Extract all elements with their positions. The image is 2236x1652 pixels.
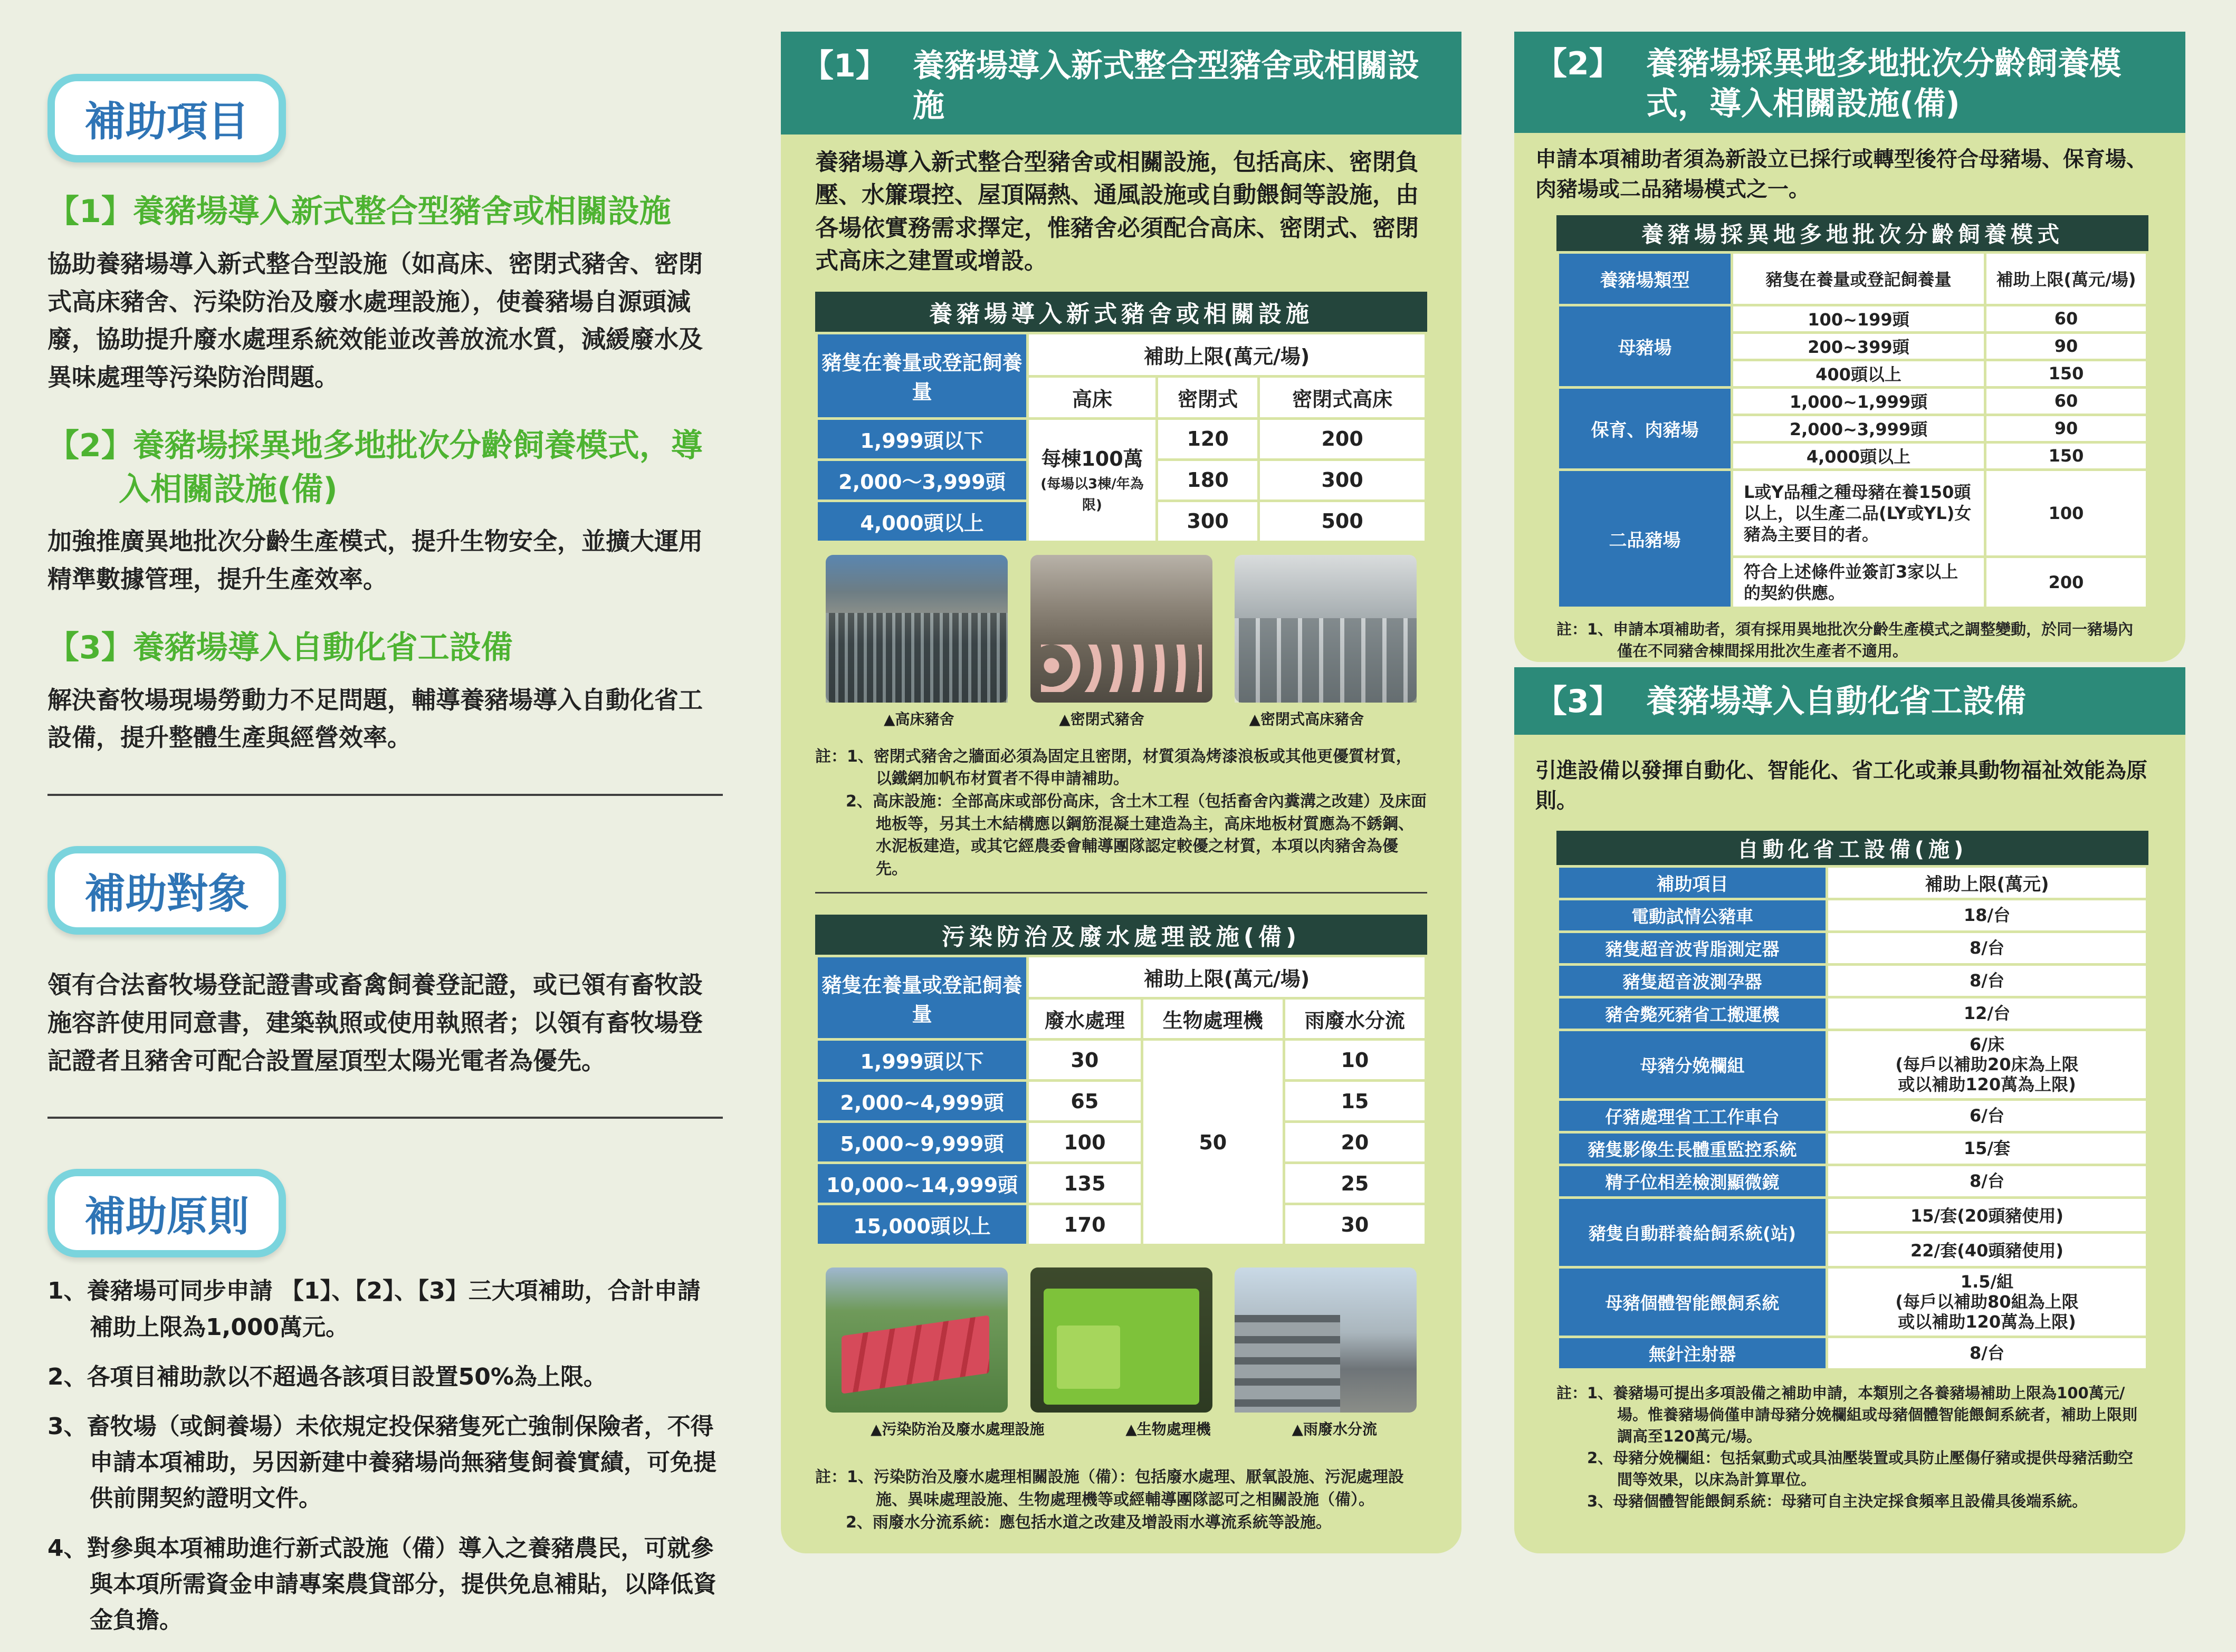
table-4-value: 1.5/組 (每戶以補助80組為上限 或以補助120萬為上限)	[1827, 1267, 2147, 1337]
table-3-type: 二品豬場	[1558, 469, 1732, 608]
table-2-head-qty: 豬隻在養量或登記飼養量	[817, 956, 1028, 1040]
item-2-text: 加強推廣異地批次分齡生產模式，提升生物安全，並擴大運用精準數據管理，提升生產效率。	[47, 527, 703, 594]
table-1	[815, 332, 1427, 543]
table-1-cell: 300	[1157, 501, 1259, 542]
panel-1-title: 養豬場導入新式整合型豬舍或相關設施	[913, 47, 1419, 124]
table-3-cell: 90	[1985, 332, 2147, 360]
table-3-cell: L或Y品種之種母豬在養150頭以上，以生產二品(LY或YL)女豬為主要目的者。	[1732, 469, 1985, 556]
table-2-merged: 50	[1142, 1040, 1284, 1245]
table-4-item: 豬舍斃死豬省工搬運機	[1558, 997, 1827, 1030]
table-4-item: 豬隻自動群養給飼系統(站)	[1558, 1197, 1827, 1267]
notes-1	[815, 746, 1427, 881]
table-2-cell: 25	[1284, 1163, 1426, 1204]
table-4-value: 8/台	[1827, 1337, 2147, 1369]
table-3-cell: 150	[1985, 360, 2147, 387]
table-2-title: 污染防治及廢水處理設施(備)	[815, 915, 1427, 955]
table-1-col: 高床	[1028, 376, 1157, 418]
note-item: 註：1、申請本項補助者，須有採用異地批次分齡生產模式之調整變動，於同一豬場內僅在不同豬舍棟間採用批次生產者不適用。	[1556, 620, 2134, 660]
table-1-row-label: 1,999頭以下	[817, 418, 1028, 459]
table-1-merged	[1028, 418, 1157, 542]
table-1-cell: 180	[1157, 459, 1259, 501]
table-1-title: 養豬場導入新式豬舍或相關設施	[815, 292, 1427, 332]
panel-1-intro: 養豬場導入新式整合型豬舍或相關設施，包括高床、密閉負壓、水簾環控、屋頂隔熱、通風設施或自動餵飼等設施，由各場依實務需求擇定，惟豬舍必須配合高床、密閉式、密閉式高床之建置或增設。	[815, 149, 1419, 275]
principle-item: 1、養豬場可同步申請 【1】、【2】、【3】三大項補助，合計申請補助上限為1,000萬元。	[47, 1278, 701, 1341]
principle-item: 4、對參與本項補助進行新式設施（備）導入之養豬農民，可就參與本項所需資金申請專案農貸部分，提供免息補貼，以降低資金負擔。	[47, 1534, 716, 1634]
table-2-cell: 30	[1284, 1204, 1426, 1245]
table-4-item: 無針注射器	[1558, 1337, 1827, 1369]
note-item: 註：1、密閉式豬舍之牆面必須為固定且密閉，材質須為烤漆浪板或其他更優質材質，以鐵網加帆布材質者不得申請補助。	[815, 747, 1412, 789]
divider	[815, 892, 1427, 894]
table-2-col: 雨廢水分流	[1284, 998, 1426, 1040]
panel-3-title: 養豬場導入自動化省工設備	[1646, 683, 2026, 720]
table-2-cell: 135	[1028, 1163, 1142, 1204]
divider	[47, 794, 723, 796]
table-1-cell: 500	[1259, 501, 1426, 542]
table-4-title: 自動化省工設備(施)	[1556, 831, 2148, 865]
table-1-row-label: 4,000頭以上	[817, 501, 1028, 542]
table-1-head-limit: 補助上限(萬元/場)	[1028, 333, 1426, 376]
table-4-value: 22/套(40頭豬使用)	[1827, 1232, 2147, 1267]
panel-1-header	[781, 32, 1461, 135]
item-1-heading: 【1】養豬場導入新式整合型豬舍或相關設施	[47, 193, 671, 230]
photo-caption: ▲污染防治及廢水處理設施	[871, 1420, 1045, 1438]
table-3-type: 母豬場	[1558, 305, 1732, 387]
table-4-item: 母豬個體智能餵飼系統	[1558, 1267, 1827, 1337]
table-3-cell: 2,000~3,999頭	[1732, 415, 1985, 442]
table-3	[1556, 251, 2148, 609]
table-4-value: 12/台	[1827, 997, 2147, 1030]
principle-item: 2、各項目補助款以不超過各該項目設置50%為上限。	[47, 1363, 607, 1390]
table-3-cell: 4,000頭以上	[1732, 442, 1985, 469]
photo-enclosed-barn	[1030, 555, 1212, 703]
panel-2-intro: 申請本項補助者須為新設立已採行或轉型後符合母豬場、保育場、肉豬場或二品豬場模式之一。	[1535, 147, 2147, 201]
table-4-item: 豬隻超音波背脂測定器	[1558, 931, 1827, 964]
photo-caption: ▲生物處理機	[1125, 1420, 1211, 1438]
photo-enclosed-raised-barn	[1235, 555, 1417, 703]
table-4-head: 補助項目	[1558, 866, 1827, 899]
panel-3-intro: 引進設備以發揮自動化、智能化、省工化或兼具動物福祉效能為原則。	[1535, 758, 2147, 813]
table-2-cell: 20	[1284, 1122, 1426, 1163]
table-4-head: 補助上限(萬元)	[1827, 866, 2147, 899]
notes-4	[1556, 1382, 2148, 1513]
table-1-head-qty: 豬隻在養量或登記飼養量	[817, 333, 1028, 418]
table-3-cell: 200~399頭	[1732, 332, 1985, 360]
table-4-item: 豬隻影像生長體重監控系統	[1558, 1132, 1827, 1165]
table-2-row-label: 5,000~9,999頭	[817, 1122, 1028, 1163]
table-3-cell: 400頭以上	[1732, 360, 1985, 387]
note-item: 2、雨廢水分流系統：應包括水道之改建及增設雨水導流系統等設施。	[846, 1513, 1332, 1532]
panel-3-number: 【3】	[1535, 683, 1621, 720]
table-1-col: 密閉式	[1157, 376, 1259, 418]
photo-row-1	[815, 555, 1427, 703]
notes-3	[1556, 619, 2148, 662]
table-2-row-label: 2,000~4,999頭	[817, 1081, 1028, 1122]
table-4-value: 15/套(20頭豬使用)	[1827, 1197, 2147, 1232]
table-3-cell: 100	[1985, 469, 2147, 556]
panel-2-header	[1514, 32, 2185, 133]
table-3-cell: 1,000~1,999頭	[1732, 387, 1985, 415]
table-2-row-label: 1,999頭以下	[817, 1040, 1028, 1081]
note-item: 註：1、污染防治及廢水處理相關設施（備）：包括廢水處理、厭氧設施、污泥處理設施、異味處理設施、生物處理機等或經輔導團隊認可之相關設施（備）。	[815, 1468, 1404, 1510]
table-4-item: 電動試情公豬車	[1558, 899, 1827, 931]
panel-3-header	[1514, 667, 2185, 735]
table-1-row-label: 2,000～3,999頭	[817, 459, 1028, 501]
principle-item: 3、畜牧場（或飼養場）未依規定投保豬隻死亡強制保險者，不得申請本項補助，另因新建中養豬場尚無豬隻飼養實績，可免提供前開契約證明文件。	[47, 1413, 716, 1512]
note-item: 註：1、養豬場可提出多項設備之補助申請，本類別之各養豬場補助上限為100萬元/場。惟養豬場倘僅申請母豬分娩欄組或母豬個體智能餵飼系統者，補助上限則調高至120萬元/場。	[1556, 1384, 2138, 1445]
table-2	[815, 955, 1427, 1246]
photo-row-2	[815, 1267, 1427, 1413]
notes-2	[815, 1466, 1427, 1534]
table-3-type: 保育、肉豬場	[1558, 387, 1732, 469]
table-4-value: 18/台	[1827, 899, 2147, 931]
table-2-cell: 65	[1028, 1081, 1142, 1122]
photo-raised-floor-barn	[826, 555, 1008, 703]
table-4-value: 6/床 (每戶以補助20床為上限 或以補助120萬為上限)	[1827, 1030, 2147, 1099]
table-3-cell: 60	[1985, 387, 2147, 415]
table-3-cell: 90	[1985, 415, 2147, 442]
table-3-head: 養豬場類型	[1558, 252, 1732, 305]
table-3-cell: 60	[1985, 305, 2147, 332]
table-4-value: 15/套	[1827, 1132, 2147, 1165]
panel-item-3	[1514, 667, 2185, 1553]
table-2-col: 廢水處理	[1028, 998, 1142, 1040]
section-pill-principle: 補助原則	[47, 1169, 286, 1257]
note-item: 2、高床設施：全部高床或部份高床，含土木工程（包括畜舍內糞溝之改建）及床面地板等，另其土木結構應以鋼筋混凝土建造為主，高床地板材質應為不銹鋼、水泥板建造，或其它經農委會輔導團隊認定較優之材質，本項以肉豬舍為優先。	[846, 792, 1427, 878]
table-2-row-label: 10,000~14,999頭	[817, 1163, 1028, 1204]
table-1-col: 密閉式高床	[1259, 376, 1426, 418]
photo-caption: ▲密閉式高床豬舍	[1249, 710, 1364, 728]
table-4-value: 8/台	[1827, 964, 2147, 997]
section-pill-target: 補助對象	[47, 846, 286, 935]
note-item: 3、母豬個體智能餵飼系統：母豬可自主決定採食頻率且設備具後端系統。	[1587, 1492, 2088, 1511]
section-pill-items: 補助項目	[47, 74, 286, 162]
table-2-cell: 170	[1028, 1204, 1142, 1245]
photo-captions-2	[815, 1418, 1427, 1439]
table-4-item: 母豬分娩欄組	[1558, 1030, 1827, 1099]
table-1-cell: 120	[1157, 418, 1259, 459]
item-1-text: 協助養豬場導入新式整合型設施（如高床、密閉式豬舍、密閉式高床豬舍、污染防治及廢水處理設施），使養豬場自源頭減廢，協助提升廢水處理系統效能並改善放流水質，減緩廢水及異味處理等污染防治問題。	[47, 249, 703, 392]
table-4-item: 豬隻超音波測孕器	[1558, 964, 1827, 997]
photo-caption: ▲高床豬舍	[884, 710, 954, 728]
table-4-value: 8/台	[1827, 931, 2147, 964]
divider	[47, 1117, 723, 1119]
table-1-merged-note: (每場以3棟/年為限)	[1040, 476, 1144, 513]
item-3-text: 解決畜牧場現場勞動力不足問題，輔導養豬場導入自動化省工設備，提升整體生產與經營效率。	[47, 685, 703, 752]
item-2-heading: 【2】養豬場採異地多地批次分齡飼養模式，導入相關設施(備)	[47, 427, 703, 508]
panel-2-number: 【2】	[1535, 45, 1621, 82]
table-1-cell: 300	[1259, 459, 1426, 501]
table-2-cell: 30	[1028, 1040, 1142, 1081]
table-2-cell: 100	[1028, 1122, 1142, 1163]
table-1-cell: 200	[1259, 418, 1426, 459]
panel-1-number: 【1】	[802, 47, 887, 84]
table-2-col: 生物處理機	[1142, 998, 1284, 1040]
target-text: 領有合法畜牧場登記證書或畜禽飼養登記證，或已領有畜牧設施容許使用同意書，建築執照或使用執照者；以領有畜牧場登記證者且豬舍可配合設置屋頂型太陽光電者為優先。	[47, 971, 703, 1075]
table-3-title: 養豬場採異地多地批次分齡飼養模式	[1556, 215, 2148, 251]
photo-bio-treatment-machine	[1030, 1267, 1212, 1413]
table-2-cell: 15	[1284, 1081, 1426, 1122]
table-2-row-label: 15,000頭以上	[817, 1204, 1028, 1245]
table-3-cell: 200	[1985, 556, 2147, 608]
table-4	[1556, 865, 2148, 1371]
photo-captions-1	[815, 708, 1427, 729]
table-2-cell: 10	[1284, 1040, 1426, 1081]
panel-2-title: 養豬場採異地多地批次分齡飼養模式，導入相關設施(備)	[1646, 45, 2121, 122]
photo-rainwater-separation	[1235, 1267, 1417, 1413]
left-column	[47, 74, 723, 1652]
table-4-value: 8/台	[1827, 1165, 2147, 1197]
table-4-value: 6/台	[1827, 1099, 2147, 1132]
note-item: 2、母豬分娩欄組：包括氣動式或具油壓裝置或具防止壓傷仔豬或提供母豬活動空間等效果，以床為計算單位。	[1587, 1449, 2134, 1489]
panel-item-1	[781, 32, 1461, 1553]
table-2-head-limit: 補助上限(萬元/場)	[1028, 956, 1426, 998]
table-3-cell: 150	[1985, 442, 2147, 469]
panel-item-2	[1514, 32, 2185, 662]
table-1-merged-value: 每棟100萬	[1041, 447, 1143, 470]
photo-wastewater-facility	[826, 1267, 1008, 1413]
table-3-head: 豬隻在養量或登記飼養量	[1732, 252, 1985, 305]
table-4-item: 精子位相差檢測顯微鏡	[1558, 1165, 1827, 1197]
photo-caption: ▲雨廢水分流	[1292, 1420, 1377, 1438]
item-3-heading: 【3】養豬場導入自動化省工設備	[47, 629, 513, 666]
photo-caption: ▲密閉式豬舍	[1059, 710, 1144, 728]
table-3-cell: 100~199頭	[1732, 305, 1985, 332]
principle-list	[47, 1273, 723, 1638]
table-3-head: 補助上限(萬元/場)	[1985, 252, 2147, 305]
table-4-item: 仔豬處理省工工作車台	[1558, 1099, 1827, 1132]
table-3-cell: 符合上述條件並簽訂3家以上的契約供應。	[1732, 556, 1985, 608]
